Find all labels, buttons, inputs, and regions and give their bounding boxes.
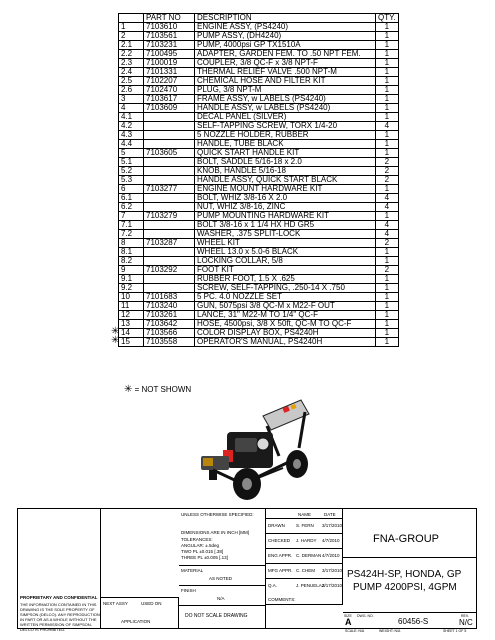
approval-date: 4/7/2010 bbox=[322, 538, 340, 543]
angular-tol: ANGULAR: ±.5deg bbox=[181, 543, 219, 548]
table-cell: 1 bbox=[376, 212, 399, 221]
table-cell: 1 bbox=[376, 95, 399, 104]
size-label: SIZE bbox=[344, 614, 352, 618]
table-cell: 1 bbox=[376, 86, 399, 95]
proprietary-text: THE INFORMATION CONTAINED IN THIS DRAWING IS THE SOLE PROPERTY OF SIMPSON (DELCO). ANY REPRODUCTION IN PART OR AS A WHOLE WITHOUT THE WRITTEN PERMISSION OF SIMPSON-DELCO IS PROHIBITED. bbox=[20, 602, 100, 632]
unless-note: UNLESS OTHERWISE SPECIFIED: bbox=[181, 512, 254, 517]
table-cell: 9 bbox=[119, 266, 144, 275]
title-block bbox=[17, 508, 477, 633]
table-cell: BOLT, WHIZ 3/8-16 X 2.0 bbox=[195, 194, 376, 203]
pressure-washer-illustration bbox=[183, 398, 323, 501]
table-cell: DECAL PANEL (SILVER) bbox=[195, 113, 376, 122]
table-cell: 7103240 bbox=[144, 302, 195, 311]
approval-role: CHECKED bbox=[268, 538, 291, 543]
table-cell: 1 bbox=[376, 311, 399, 320]
do-not-scale: DO NOT SCALE DRAWING bbox=[185, 613, 248, 619]
table-cell: 1 bbox=[376, 248, 399, 257]
table-cell: 1 bbox=[376, 113, 399, 122]
table-cell: 1 bbox=[376, 104, 399, 113]
table-cell bbox=[144, 113, 195, 122]
table-cell: 12 bbox=[119, 311, 144, 320]
dwg-no-label: DWG. NO. bbox=[357, 614, 374, 618]
table-cell bbox=[144, 167, 195, 176]
approval-date: 3/17/2010 bbox=[322, 523, 343, 528]
table-cell: 1 bbox=[376, 23, 399, 32]
approval-name: C. CHEM bbox=[296, 568, 315, 573]
table-cell: 1 bbox=[376, 59, 399, 68]
drawing-title-line1: PS424H-SP, HONDA, GP bbox=[347, 569, 462, 580]
table-cell: 6.2 bbox=[119, 203, 144, 212]
table-cell: 4.2 bbox=[119, 122, 144, 131]
asterisk-icon: ✳ bbox=[111, 335, 120, 346]
table-cell: 2 bbox=[119, 32, 144, 41]
table-cell: 8 bbox=[119, 239, 144, 248]
size-value: A bbox=[345, 617, 352, 627]
approval-date: 4/7/2010 bbox=[322, 553, 340, 558]
approval-name: J. PENUELAZ bbox=[296, 583, 325, 588]
table-cell: 7103287 bbox=[144, 239, 195, 248]
finish-label: FINISH bbox=[181, 588, 196, 593]
three-pl-tol: THREE PL ±0.005 [.13] bbox=[181, 555, 228, 560]
table-cell: ENGINE ASSY, (PS4240) bbox=[195, 23, 376, 32]
table-cell: 4.4 bbox=[119, 140, 144, 149]
table-cell: HOSE, 4500psi, 3/8 X 50ft, QC-M TO QC-F bbox=[195, 320, 376, 329]
table-cell: 7.2 bbox=[119, 230, 144, 239]
table-cell: 1 bbox=[376, 68, 399, 77]
table-cell: 2.6 bbox=[119, 86, 144, 95]
table-cell: 8.2 bbox=[119, 257, 144, 266]
table-cell: 1 bbox=[376, 293, 399, 302]
weight-label: WEIGHT: N/A bbox=[379, 629, 401, 633]
approval-date: 3/17/2010 bbox=[322, 583, 343, 588]
table-cell: 7103279 bbox=[144, 212, 195, 221]
table-cell: HANDLE ASSY, w LABELS (PS4240) bbox=[195, 104, 376, 113]
tolerances-label: TOLERANCES: bbox=[181, 537, 213, 542]
used-on-label: USED ON bbox=[141, 601, 162, 606]
table-cell: 11 bbox=[119, 302, 144, 311]
material-label: MATERIAL bbox=[181, 568, 204, 573]
table-cell: CHEMICAL HOSE AND FILTER KIT bbox=[195, 77, 376, 86]
table-cell: BOLT 3/8-16 x 1 1/4 HX HD GR5 bbox=[195, 221, 376, 230]
approval-name: J. HARDY bbox=[296, 538, 317, 543]
table-cell: 5 PC. 4.0 NOZZLE SET bbox=[195, 293, 376, 302]
table-cell: 15 bbox=[119, 338, 144, 347]
column-header: QTY. bbox=[376, 14, 399, 23]
table-cell: 7103566 bbox=[144, 329, 195, 338]
table-cell bbox=[144, 122, 195, 131]
table-cell: 2.4 bbox=[119, 68, 144, 77]
table-cell: 1 bbox=[376, 77, 399, 86]
table-cell: QUICK START HANDLE KIT bbox=[195, 149, 376, 158]
table-cell: 7102470 bbox=[144, 86, 195, 95]
table-cell: 2.3 bbox=[119, 59, 144, 68]
asterisk-icon: ✳ bbox=[111, 326, 120, 337]
table-cell: PUMP, 4000psi GP TX1510A bbox=[195, 41, 376, 50]
table-cell: 1 bbox=[376, 50, 399, 59]
dims-note: DIMENSIONS ARE IN INCH [MM] bbox=[181, 530, 250, 535]
table-cell: 9.2 bbox=[119, 284, 144, 293]
table-cell: PUMP MOUNTING HARDWARE KIT bbox=[195, 212, 376, 221]
table-cell: FRAME ASSY, w LABELS (PS4240) bbox=[195, 95, 376, 104]
dwg-no-value: 60456-S bbox=[398, 617, 429, 626]
table-cell: 10 bbox=[119, 293, 144, 302]
legend-text: = NOT SHOWN bbox=[134, 385, 192, 394]
table-cell: ENGINE MOUNT HARDWARE KIT bbox=[195, 185, 376, 194]
table-cell: GUN, 5075psi 3/8 QC-M x M22-F OUT bbox=[195, 302, 376, 311]
table-cell: 7 bbox=[119, 212, 144, 221]
table-cell: COUPLER, 3/8 QC-F x 3/8 NPT-F bbox=[195, 59, 376, 68]
table-cell: 8.1 bbox=[119, 248, 144, 257]
approval-role: DRAWN bbox=[268, 523, 285, 528]
table-cell: 7103292 bbox=[144, 266, 195, 275]
table-cell: 7103642 bbox=[144, 320, 195, 329]
table-cell: 7103558 bbox=[144, 338, 195, 347]
table-cell: 1 bbox=[376, 275, 399, 284]
table-cell: SCREW, SELF-TAPPING, .250-14 X .750 bbox=[195, 284, 376, 293]
table-row bbox=[119, 338, 399, 347]
table-cell: THERMAL RELIEF VALVE .500 NPT-M bbox=[195, 68, 376, 77]
table-cell: 4 bbox=[376, 221, 399, 230]
table-cell: 1 bbox=[376, 185, 399, 194]
drawing-title-line2: PUMP 4200PSI, 4GPM bbox=[353, 582, 457, 593]
table-cell: 4.1 bbox=[119, 113, 144, 122]
table-cell: WHEEL KIT bbox=[195, 239, 376, 248]
column-header: DESCRIPTION bbox=[195, 14, 376, 23]
material-value: AS NOTED bbox=[209, 576, 233, 581]
name-header: NAME bbox=[298, 512, 312, 517]
table-cell: ADAPTER, GARDEN FEM. TO .50 NPT FEM. bbox=[195, 50, 376, 59]
table-cell bbox=[144, 158, 195, 167]
approval-role: ENG APPR. bbox=[268, 553, 293, 558]
table-cell: 1 bbox=[376, 131, 399, 140]
table-cell: 4 bbox=[119, 104, 144, 113]
table-cell: BOLT, SADDLE 5/16-18 x 2.0 bbox=[195, 158, 376, 167]
table-cell: 7103231 bbox=[144, 41, 195, 50]
table-cell: 7.1 bbox=[119, 221, 144, 230]
table-cell: 2 bbox=[376, 167, 399, 176]
table-cell: 2.5 bbox=[119, 77, 144, 86]
sheet-label: SHEET 1 OF 5 bbox=[443, 629, 467, 633]
table-cell: 1 bbox=[376, 284, 399, 293]
table-cell: COLOR DISPLAY BOX, PS4240H bbox=[195, 329, 376, 338]
table-cell: 1 bbox=[376, 140, 399, 149]
table-cell: LOCKING COLLAR, 5/8 bbox=[195, 257, 376, 266]
approval-name: C. DERMAN bbox=[296, 553, 322, 558]
table-cell: 7100495 bbox=[144, 50, 195, 59]
table-cell: 7101683 bbox=[144, 293, 195, 302]
table-cell: PUMP ASSY, (DH4240) bbox=[195, 32, 376, 41]
rev-value: N/C bbox=[459, 618, 473, 627]
table-cell: WHEEL 13.0 x 5.0-6 BLACK bbox=[195, 248, 376, 257]
proprietary-title: PROPRIETARY AND CONFIDENTIAL bbox=[20, 595, 98, 600]
table-cell: 7103610 bbox=[144, 23, 195, 32]
approval-name: S. FERN bbox=[296, 523, 314, 528]
next-assy-label: NEXT ASSY bbox=[103, 601, 128, 606]
table-cell: 7103617 bbox=[144, 95, 195, 104]
table-cell: 5.2 bbox=[119, 167, 144, 176]
comments-label: COMMENTS: bbox=[268, 597, 296, 602]
table-cell: 3 bbox=[119, 95, 144, 104]
table-cell: 6 bbox=[119, 185, 144, 194]
table-cell: 5.1 bbox=[119, 158, 144, 167]
table-cell: 1 bbox=[376, 257, 399, 266]
table-cell: 4 bbox=[376, 230, 399, 239]
table-cell: 4 bbox=[376, 122, 399, 131]
table-cell bbox=[144, 248, 195, 257]
table-cell: LANCE, 31" M22-M TO 1/4" QC-F bbox=[195, 311, 376, 320]
table-cell: 4 bbox=[376, 194, 399, 203]
table-cell: 9.1 bbox=[119, 275, 144, 284]
table-cell: 5 bbox=[119, 149, 144, 158]
scale-label: SCALE: N/A bbox=[345, 629, 365, 633]
table-cell bbox=[144, 194, 195, 203]
table-cell: 1 bbox=[119, 23, 144, 32]
table-cell: NUT, WHIZ 3/8-16, ZINC bbox=[195, 203, 376, 212]
table-cell bbox=[144, 275, 195, 284]
table-cell: 4.3 bbox=[119, 131, 144, 140]
table-cell: 5.3 bbox=[119, 176, 144, 185]
table-cell: FOOT KIT bbox=[195, 266, 376, 275]
company-name: FNA-GROUP bbox=[373, 533, 439, 545]
approvals-block bbox=[266, 509, 343, 605]
table-cell: KNOB, HANDLE 5/16-18 bbox=[195, 167, 376, 176]
table-cell: 1 bbox=[376, 320, 399, 329]
approval-date: 3/17/2010 bbox=[322, 568, 343, 573]
table-cell: 1 bbox=[376, 329, 399, 338]
approval-role: Q.A. bbox=[268, 583, 278, 588]
rev-label: REV. bbox=[461, 614, 469, 618]
table-cell: WASHER, .375 SPLIT-LOCK bbox=[195, 230, 376, 239]
table-cell: 1 bbox=[376, 32, 399, 41]
legend bbox=[124, 384, 191, 395]
date-header: DATE bbox=[324, 512, 336, 517]
table-cell bbox=[144, 131, 195, 140]
table-cell: 2 bbox=[376, 158, 399, 167]
table-cell: SELF-TAPPING SCREW, TORX 1/4-20 bbox=[195, 122, 376, 131]
table-cell: OPERATOR'S MANUAL, PS4240H bbox=[195, 338, 376, 347]
two-pl-tol: TWO PL ±0.015 [.38] bbox=[181, 549, 224, 554]
table-cell: 2.2 bbox=[119, 50, 144, 59]
table-cell: 2.1 bbox=[119, 41, 144, 50]
table-cell: PLUG, 3/8 NPT-M bbox=[195, 86, 376, 95]
table-cell: 7103561 bbox=[144, 32, 195, 41]
table-cell: HANDLE ASSY, QUICK START BLACK bbox=[195, 176, 376, 185]
table-cell: 2 bbox=[376, 176, 399, 185]
table-cell: 7103609 bbox=[144, 104, 195, 113]
table-cell: 7101331 bbox=[144, 68, 195, 77]
application-label: APPLICATION bbox=[121, 619, 151, 624]
column-header: PART NO bbox=[144, 14, 195, 23]
asterisk-icon: ✳ bbox=[124, 384, 133, 395]
table-cell: 14 bbox=[119, 329, 144, 338]
table-cell: 5 NOZZLE HOLDER, RUBBER bbox=[195, 131, 376, 140]
table-cell: 2 bbox=[376, 239, 399, 248]
table-cell: 7102207 bbox=[144, 77, 195, 86]
table-cell: 7103277 bbox=[144, 185, 195, 194]
table-cell: 1 bbox=[376, 338, 399, 347]
table-cell: 7103605 bbox=[144, 149, 195, 158]
table-cell: 7100019 bbox=[144, 59, 195, 68]
table-cell: 1 bbox=[376, 149, 399, 158]
table-cell: 2 bbox=[376, 266, 399, 275]
table-cell bbox=[144, 221, 195, 230]
table-cell: RUBBER FOOT, 1.5 X .625 bbox=[195, 275, 376, 284]
table-cell: 4 bbox=[376, 203, 399, 212]
table-cell: 6.1 bbox=[119, 194, 144, 203]
table-cell: 7103261 bbox=[144, 311, 195, 320]
table-cell: 1 bbox=[376, 302, 399, 311]
approval-role: MFG APPR. bbox=[268, 568, 293, 573]
table-cell: 1 bbox=[376, 41, 399, 50]
table-cell: HANDLE, TUBE BLACK bbox=[195, 140, 376, 149]
parts-list-table bbox=[118, 13, 399, 347]
finish-value: N/A bbox=[217, 596, 225, 601]
table-cell: 13 bbox=[119, 320, 144, 329]
